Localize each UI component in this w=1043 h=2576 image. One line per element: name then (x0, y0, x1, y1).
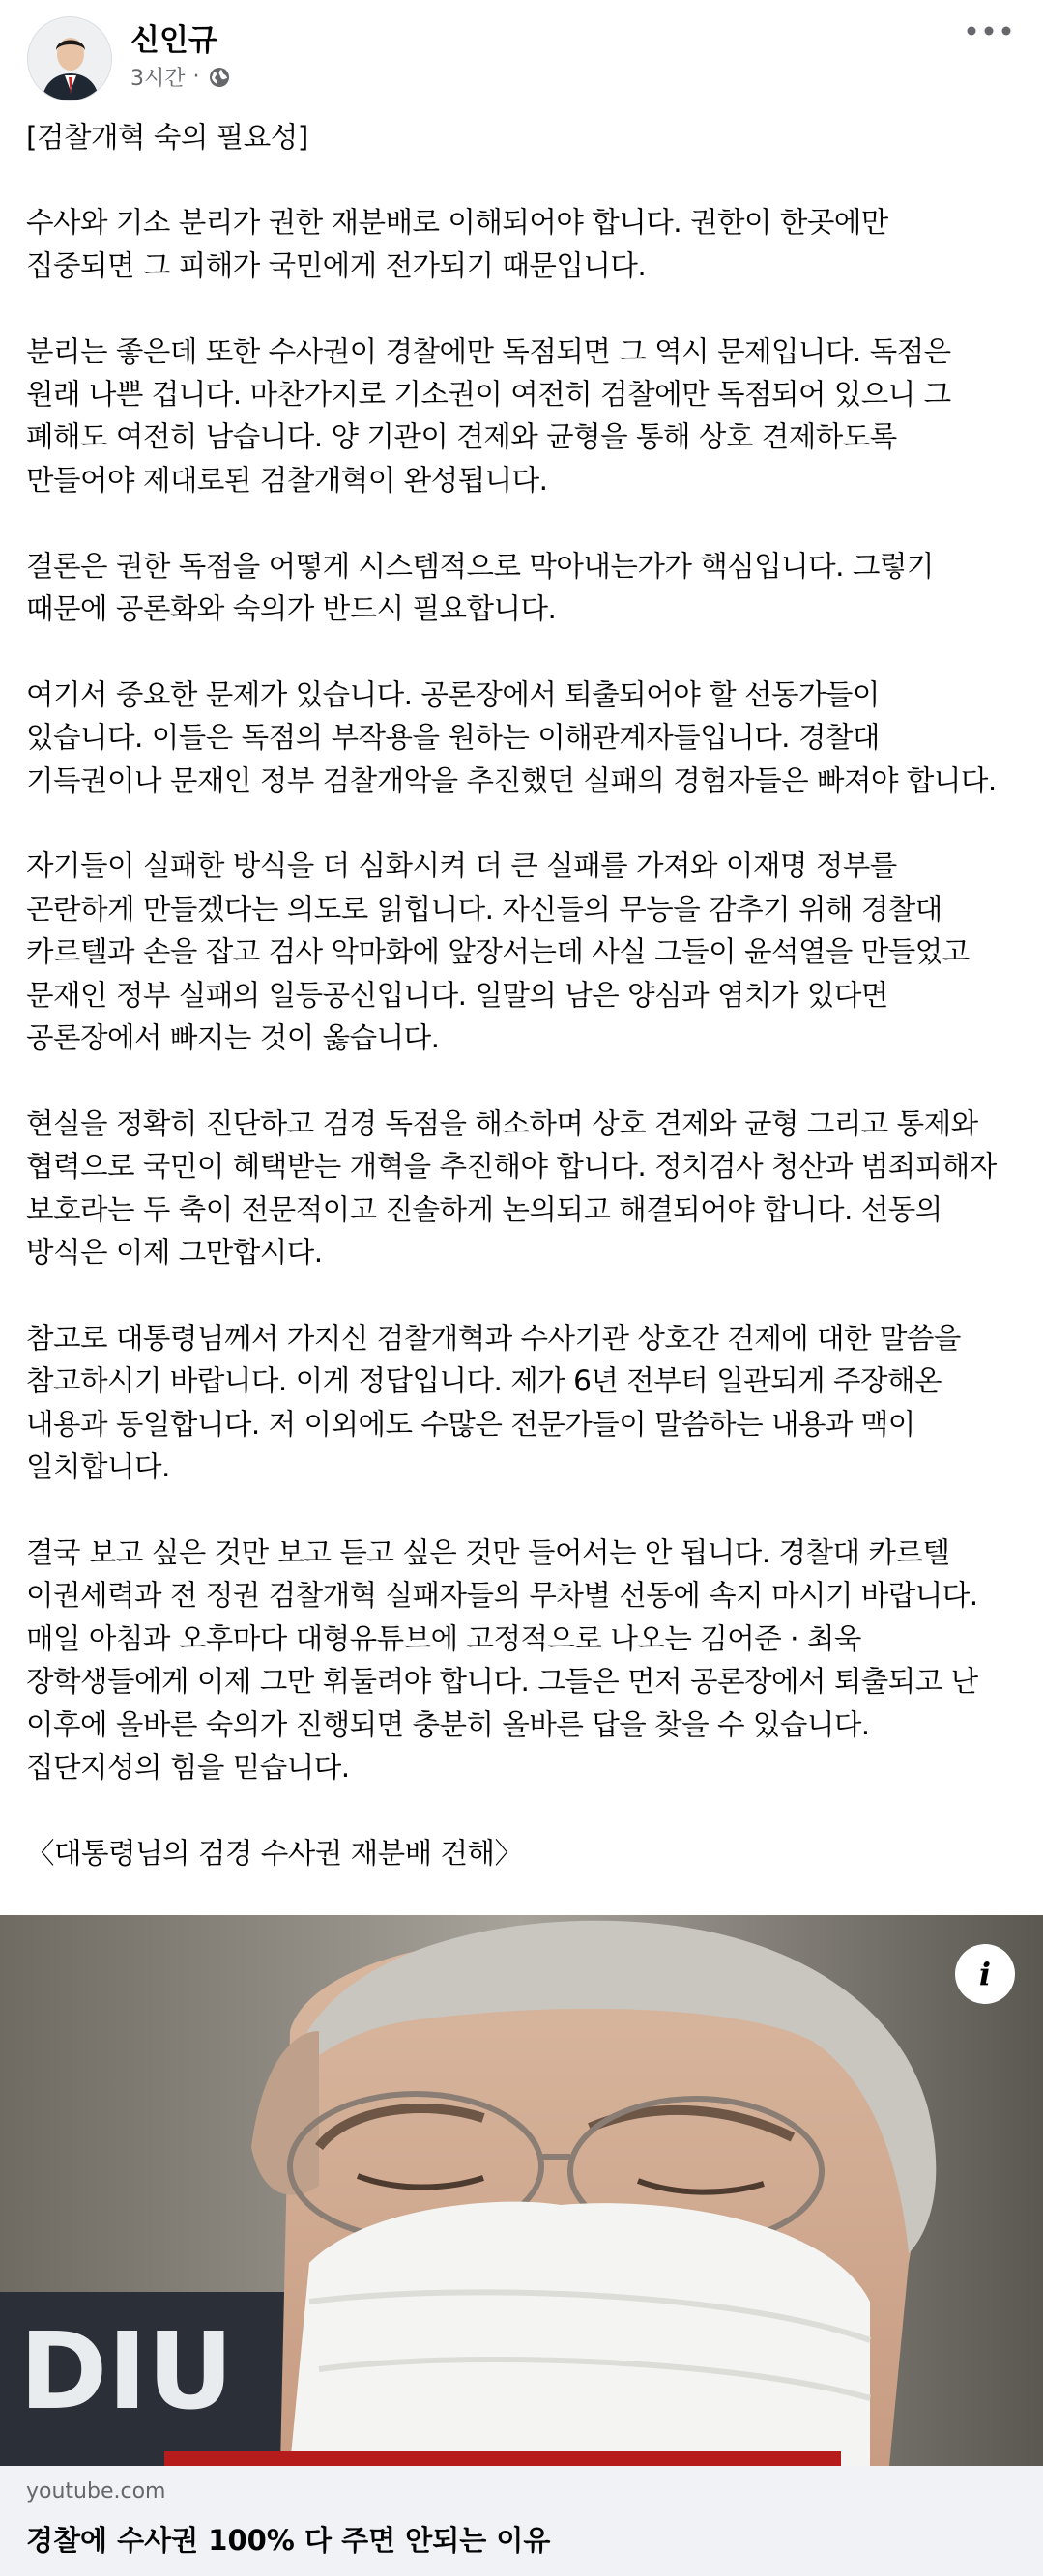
info-icon: i (978, 1956, 992, 1992)
post-paragraph: 여기서 중요한 문제가 있습니다. 공론장에서 퇴출되어야 할 선동가들이 있습니다. 이들은 독점의 부작용을 원하는 이해관계자들입니다. 경찰대 기득권이나 문재인 정부 검찰개악을 추진했던 실패의 경험자들은 빠져야 합니다. (26, 677, 997, 797)
svg-text:DIU: DIU (19, 2309, 234, 2433)
post-paragraph: 결국 보고 싶은 것만 보고 듣고 싶은 것만 들어서는 안 됩니다. 경찰대 카르텔 이권세력과 전 정권 검찰개혁 실패자들의 무차별 선동에 속지 마시기 바랍니다. 매일 아침과 오후마다 대형유튜브에 고정적으로 나오는 김어준 · 최욱 장학생들에게 이제 그만 휘둘려야 합니다. 그들은 먼저 공론장에서 퇴출되고 난 이후에 올바른 숙의가 진행되면 충분히 올바른 답을 찾을 수 있습니다. 집단지성의 힘을 믿습니다. (26, 1535, 978, 1784)
post-meta (130, 62, 231, 92)
link-domain: youtube.com (26, 2479, 166, 2504)
info-button[interactable] (955, 1944, 1015, 2004)
post-title: [검찰개혁 숙의 필요성] (26, 121, 308, 154)
more-options-button[interactable] (962, 14, 1016, 48)
meta-separator: · (192, 65, 200, 89)
link-preview-card[interactable] (0, 1915, 1043, 2576)
avatar-image (28, 17, 112, 101)
thumbnail-image (0, 1915, 1043, 2466)
post-body (26, 116, 1022, 1875)
post-header (0, 0, 1043, 126)
author-name[interactable]: 신인규 (130, 23, 217, 58)
post-subtitle: 〈대통령님의 검경 수사권 재분배 견해〉 (26, 1836, 523, 1870)
post-paragraph: 수사와 기소 분리가 권한 재분배로 이해되어야 합니다. 권한이 한곳에만 집중되면 그 피해가 국민에게 전가되기 때문입니다. (26, 206, 888, 282)
post-paragraph: 결론은 권한 독점을 어떻게 시스템적으로 막아내는가가 핵심입니다. 그렇기 때문에 공론화와 숙의가 반드시 필요합니다. (26, 549, 934, 626)
post-paragraph: 참고로 대통령님께서 가지신 검찰개혁과 수사기관 상호간 견제에 대한 말씀을 참고하시기 바랍니다. 이게 정답입니다. 제가 6년 전부터 일관되게 주장해온 내용과 동일합니다. 저 이외에도 수많은 전문가들이 말씀하는 내용과 맥이 일치합니다. (26, 1321, 961, 1484)
post-paragraph: 현실을 정확히 진단하고 검경 독점을 해소하며 상호 견제와 균형 그리고 통제와 협력으로 국민이 혜택받는 개혁을 추진해야 합니다. 정치검사 청산과 범죄피해자 보호라는 두 축이 전문적이고 진솔하게 논의되고 해결되어야 합니다. 선동의 방식은 이제 그만합시다. (26, 1106, 997, 1270)
more-icon (962, 14, 1016, 48)
post-paragraph: 자기들이 실패한 방식을 더 심화시켜 더 큰 실패를 가져와 이재명 정부를 곤란하게 만들겠다는 의도로 읽힙니다. 자신들의 무능을 감추기 위해 경찰대 카르텔과 손을 잡고 검사 악마화에 앞장서는데 사실 그들이 윤석열을 만들었고 문재인 정부 실패의 일등공신입니다. 일말의 남은 양심과 염치가 있다면 공론장에서 빠지는 것이 옳습니다. (26, 849, 970, 1055)
post-paragraph: 분리는 좋은데 또한 수사권이 경찰에만 독점되면 그 역시 문제입니다. 독점은 원래 나쁜 겁니다. 마찬가지로 기소권이 여전히 검찰에만 독점되어 있으니 그 폐해도 여전히 남습니다. 양 기관이 견제와 균형을 통해 상호 견제하도록 만들어야 제대로된 검찰개혁이 완성됩니다. (26, 334, 951, 497)
video-thumbnail[interactable] (0, 1915, 1043, 2466)
post-time[interactable]: 3시간 (130, 67, 186, 91)
link-meta[interactable] (0, 2466, 1043, 2576)
globe-icon (208, 66, 231, 89)
link-title[interactable]: 경찰에 수사권 100% 다 주면 안되는 이유 (26, 2524, 551, 2557)
avatar[interactable] (27, 16, 112, 101)
